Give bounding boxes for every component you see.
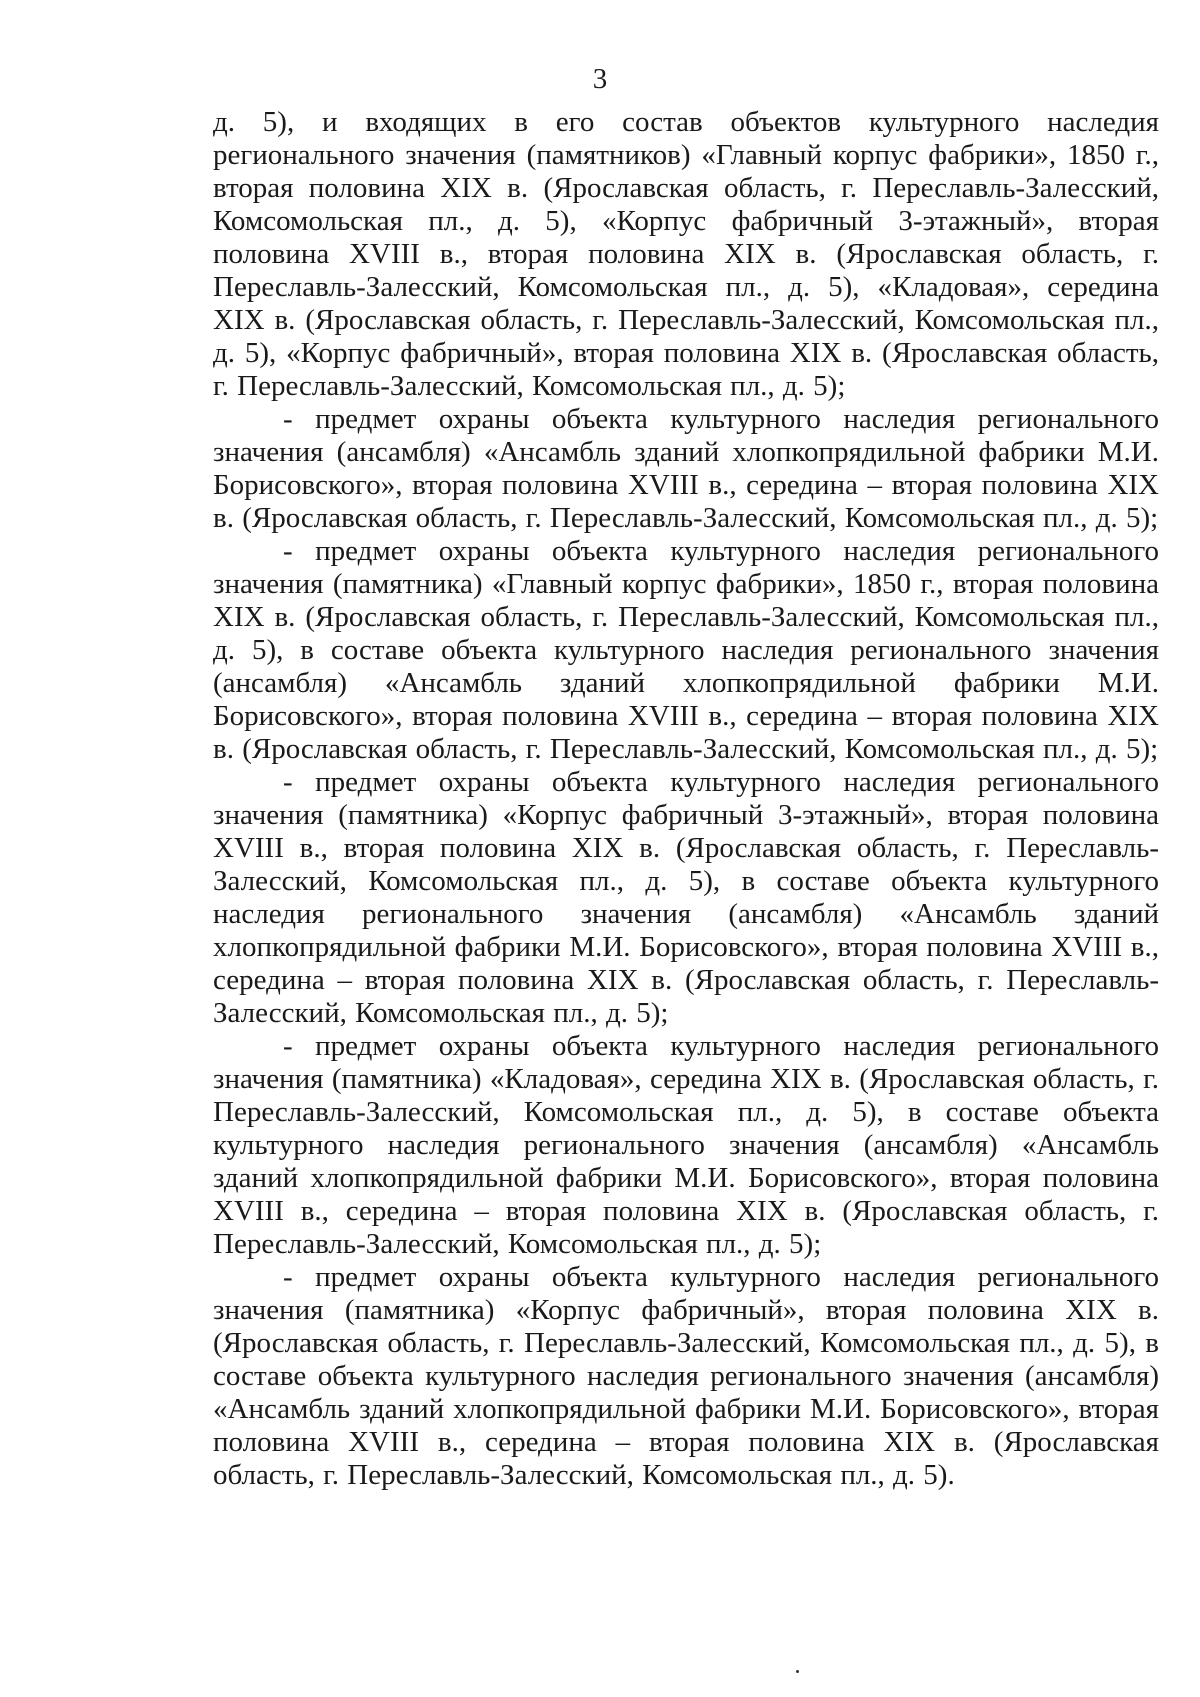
paragraph-storehouse-protection: - предмет охраны объекта культурного наследия регионального значения (памятника) «Кладовая», середина XIX в. (Ярославская область, г. Переславль-Залесский, Комсомольская пл., д. 5), в составе объекта культурного наследия регионального значения (ансамбля) «Ансамбль зданий хлопкопрядильной фабрики М.И. Борисовского», вторая половина XVIII в., середина – вторая половина XIX в. (Ярославская область, г. Переславль-Залесский, Комсомольская пл., д. 5); bbox=[213, 1030, 1159, 1260]
scan-speck bbox=[796, 1670, 799, 1673]
paragraph-ensemble-protection: - предмет охраны объекта культурного наследия регионального значения (ансамбля) «Ансамбль зданий хлопкопрядильной фабрики М.И. Борисовского», вторая половина XVIII в., середина – вторая половина XIX в. (Ярославская область, г. Переславль-Залесский, Комсомольская пл., д. 5); bbox=[213, 403, 1159, 534]
paragraph-three-storey-building-protection: - предмет охраны объекта культурного наследия регионального значения (памятника) «Корпус фабричный 3-этажный», вторая половина XVIII в., вторая половина XIX в. (Ярославская область, г. Переславль-Залесский, Комсомольская пл., д. 5), в составе объекта культурного наследия регионального значения (ансамбля) «Ансамбль зданий хлопкопрядильной фабрики М.И. Борисовского», вторая половина XVIII в., середина – вторая половина XIX в. (Ярославская область, г. Переславль-Залесский, Комсомольская пл., д. 5); bbox=[213, 766, 1159, 1029]
page-number: 3 bbox=[592, 63, 608, 95]
paragraph-main-building-protection: - предмет охраны объекта культурного наследия регионального значения (памятника) «Главный корпус фабрики», 1850 г., вторая половина XIX в. (Ярославская область, г. Переславль-Залесский, Комсомольская пл., д. 5), в составе объекта культурного наследия регионального значения (ансамбля) «Ансамбль зданий хлопкопрядильной фабрики М.И. Борисовского», вторая половина XVIII в., середина – вторая половина XIX в. (Ярославская область, г. Переславль-Залесский, Комсомольская пл., д. 5); bbox=[213, 535, 1159, 765]
paragraph-factory-building-protection: - предмет охраны объекта культурного наследия регионального значения (памятника) «Корпус фабричный», вторая половина XIX в. (Ярославская область, г. Переславль-Залесский, Комсомольская пл., д. 5), в составе объекта культурного наследия регионального значения (ансамбля) «Ансамбль зданий хлопкопрядильной фабрики М.И. Борисовского», вторая половина XVIII в., середина – вторая половина XIX в. (Ярославская область, г. Переславль-Залесский, Комсомольская пл., д. 5). bbox=[213, 1261, 1159, 1491]
document-body bbox=[213, 106, 1159, 1492]
paragraph-continuation: д. 5), и входящих в его состав объектов культурного наследия регионального значения (памятников) «Главный корпус фабрики», 1850 г., вторая половина XIX в. (Ярославская область, г. Переславль-Залесский, Комсомольская пл., д. 5), «Корпус фабричный 3-этажный», вторая половина XVIII в., вторая половина XIX в. (Ярославская область, г. Переславль-Залесский, Комсомольская пл., д. 5), «Кладовая», середина XIX в. (Ярославская область, г. Переславль-Залесский, Комсомольская пл., д. 5), «Корпус фабричный», вторая половина XIX в. (Ярославская область, г. Переславль-Залесский, Комсомольская пл., д. 5); bbox=[213, 106, 1159, 402]
